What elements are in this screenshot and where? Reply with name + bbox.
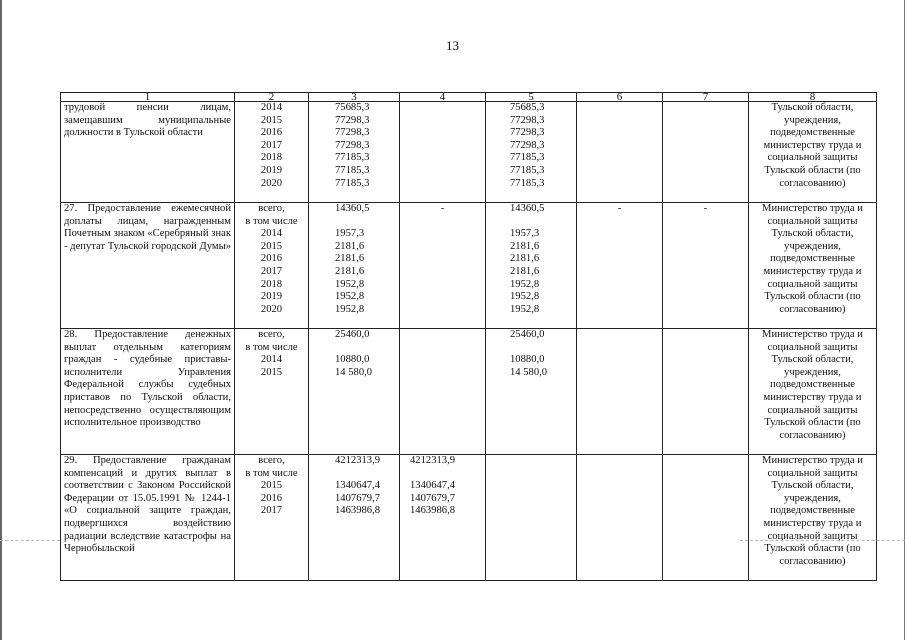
regional-budget-cell: 75685,3 77298,3 77298,3 77298,3 77185,3 77185,3 77185,3 xyxy=(486,102,577,203)
measure-cell: 28. Предоставление денежных выплат отдельным категориям граждан - судебные приставы-исполнители Управления Федеральной службы судебных приставов по Тульской области, непосредственно осуществляющим исполнительное производство xyxy=(61,329,235,455)
regional-budget-cell: 14360,5 1957,3 2181,6 2181,6 2181,6 1952,8 1952,8 1952,8 xyxy=(486,203,577,329)
column-header: 6 xyxy=(577,93,663,102)
years-cell: всего, в том числе 2014 2015 xyxy=(235,329,309,455)
years-cell: всего, в том числе 2014 2015 2016 2017 2018 2019 2020 xyxy=(235,203,309,329)
executor-cell: Министерство труда и социальной защиты Тульской области, учреждения, подведомственные министерству труда и социальной защиты Тульской области (по согласованию) xyxy=(749,203,877,329)
table-row xyxy=(61,329,877,455)
executor-cell: Тульской области, учреждения, подведомственные министерству труда и социальной защиты Тульской области (по согласованию) xyxy=(749,102,877,203)
executor-cell: Министерство труда и социальной защиты Тульской области, учреждения, подведомственные министерству труда и социальной защиты Тульской области (по согласованию) xyxy=(749,329,877,455)
total-amount-cell: 14360,5 1957,3 2181,6 2181,6 2181,6 1952,8 1952,8 1952,8 xyxy=(309,203,400,329)
program-table xyxy=(60,92,877,581)
scan-artifact-line xyxy=(740,540,905,541)
federal-budget-cell: 4212313,9 1340647,4 1407679,7 1463986,8 xyxy=(400,455,486,581)
column-header: 3 xyxy=(309,93,400,102)
local-budget-cell: - xyxy=(577,203,663,329)
regional-budget-cell xyxy=(486,455,577,581)
column-header: 5 xyxy=(486,93,577,102)
years-cell: всего, в том числе 2015 2016 2017 xyxy=(235,455,309,581)
extra-budget-cell: - xyxy=(663,203,749,329)
table-row xyxy=(61,203,877,329)
table-row xyxy=(61,455,877,581)
column-header: 2 xyxy=(235,93,309,102)
measure-cell: 27. Предоставление ежемесячной доплаты лицам, награжденным Почетным знаком «Серебряный знак - депутат Тульской городской Думы» xyxy=(61,203,235,329)
scan-left-edge xyxy=(0,0,2,640)
column-header: 4 xyxy=(400,93,486,102)
regional-budget-cell: 25460,0 10880,0 14 580,0 xyxy=(486,329,577,455)
total-amount-cell: 4212313,9 1340647,4 1407679,7 1463986,8 xyxy=(309,455,400,581)
executor-cell: Министерство труда и социальной защиты Тульской области, учреждения, подведомственные министерству труда и социальной защиты Тульской области (по согласованию) xyxy=(749,455,877,581)
local-budget-cell xyxy=(577,102,663,203)
extra-budget-cell xyxy=(663,455,749,581)
page-number: 13 xyxy=(446,38,459,53)
local-budget-cell xyxy=(577,455,663,581)
scan-artifact-line xyxy=(0,540,60,541)
years-cell: 2014 2015 2016 2017 2018 2019 2020 xyxy=(235,102,309,203)
total-amount-cell: 75685,3 77298,3 77298,3 77298,3 77185,3 77185,3 77185,3 xyxy=(309,102,400,203)
federal-budget-cell xyxy=(400,329,486,455)
local-budget-cell xyxy=(577,329,663,455)
column-header: 1 xyxy=(61,93,235,102)
measure-cell: трудовой пенсии лицам, замещавшим муниципальные должности в Тульской области xyxy=(61,102,235,203)
total-amount-cell: 25460,0 10880,0 14 580,0 xyxy=(309,329,400,455)
measure-cell: 29. Предоставление гражданам компенсаций и других выплат в соответствии с Законом Российской Федерации от 15.05.1991 № 1244-1 «О социальной защите граждан, подвергшихся воздействию радиации вследствие катастрофы на Чернобыльской xyxy=(61,455,235,581)
column-number-row xyxy=(61,93,877,102)
extra-budget-cell xyxy=(663,329,749,455)
column-header: 7 xyxy=(663,93,749,102)
federal-budget-cell: - xyxy=(400,203,486,329)
table-row xyxy=(61,102,877,203)
extra-budget-cell xyxy=(663,102,749,203)
column-header: 8 xyxy=(749,93,877,102)
federal-budget-cell xyxy=(400,102,486,203)
